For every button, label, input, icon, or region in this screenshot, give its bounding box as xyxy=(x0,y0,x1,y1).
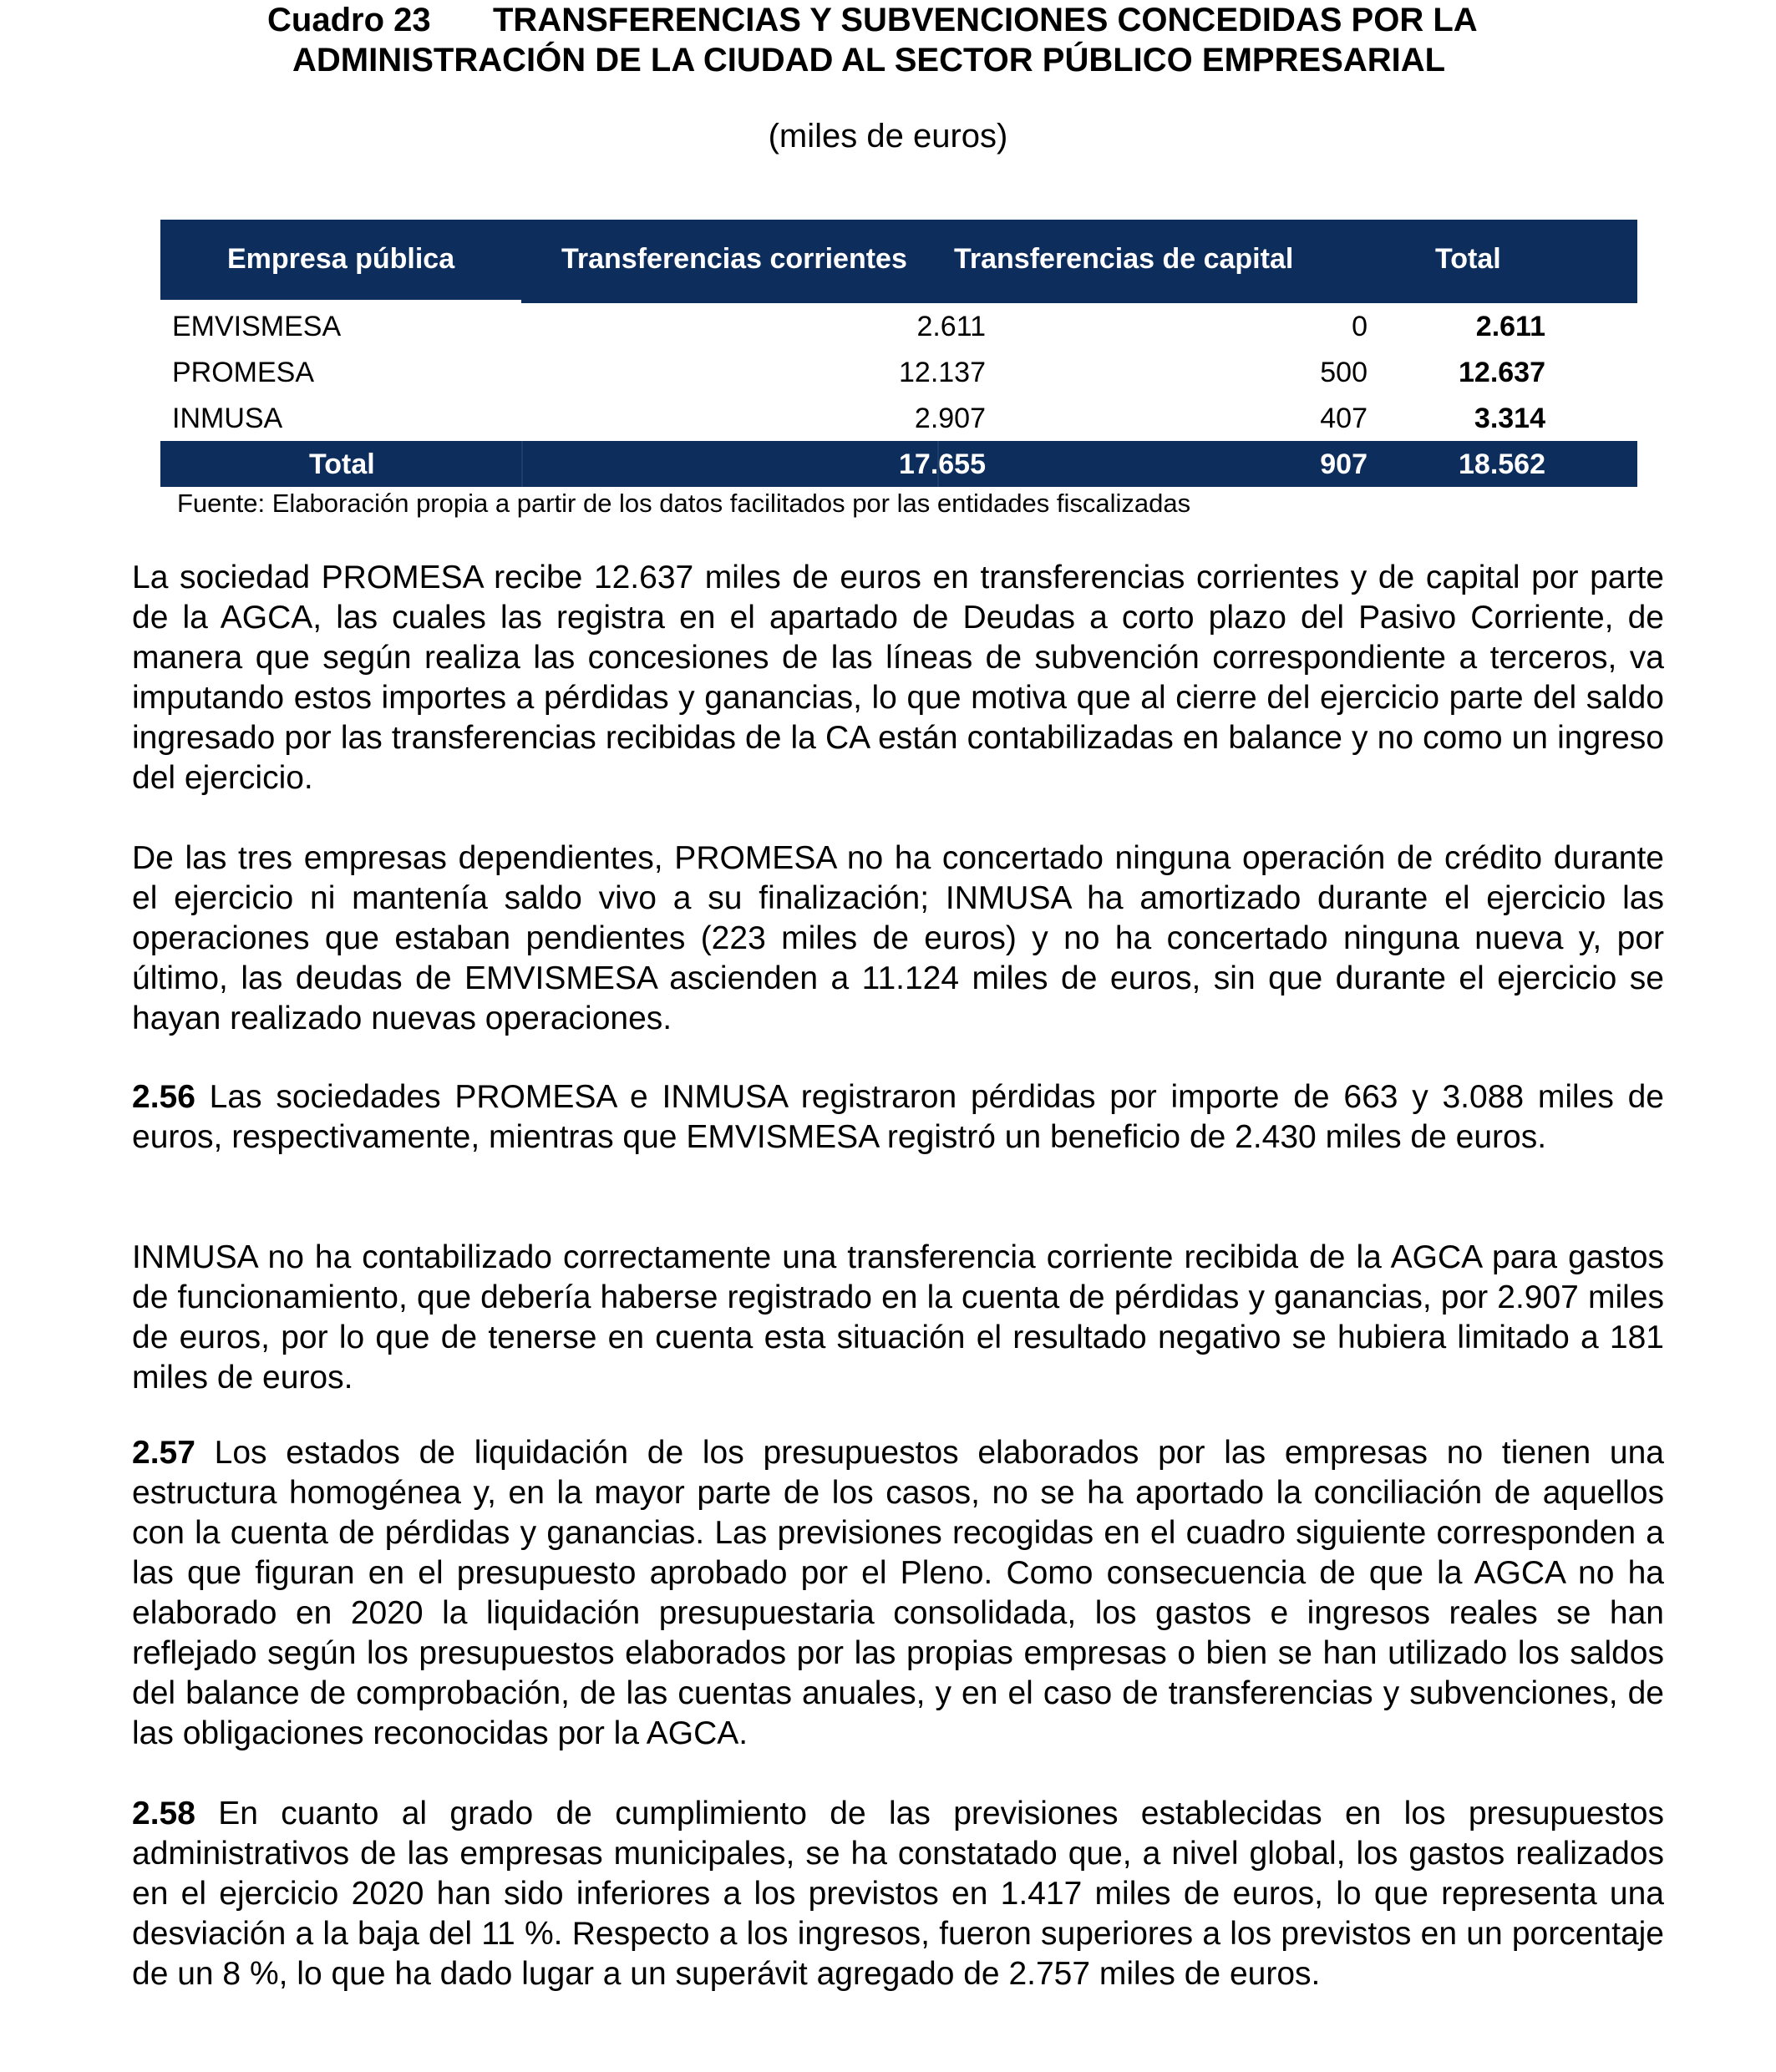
cell-corrientes: 12.137 xyxy=(899,357,986,388)
total-label: Total xyxy=(309,448,375,480)
table-title xyxy=(267,0,1604,80)
cell-capital: 0 xyxy=(1352,311,1368,342)
cell-total: 12.637 xyxy=(1459,357,1545,388)
paragraph-deudas: De las tres empresas dependientes, PROMESA no ha concertado ninguna operación de crédito durante el ejercicio ni mantenía saldo vivo a su finalización; INMUSA ha amortizado durante el ejercicio las operaciones que estaban pendientes (223 miles de euros) y no ha concertado ninguna nueva y, por último, las deudas de EMVISMESA ascienden a 11.124 miles de euros, sin que durante el ejercicio se hayan realizado nuevas operaciones. xyxy=(132,840,1664,1036)
header-total: Total xyxy=(1435,243,1501,275)
title-line-1 xyxy=(267,0,1604,40)
cell-capital: 500 xyxy=(1320,357,1368,388)
table-total-row xyxy=(160,441,1637,487)
title-line-2: ADMINISTRACIÓN DE LA CIUDAD AL SECTOR PÚBLICO EMPRESARIAL xyxy=(292,42,1446,79)
header-empresa: Empresa pública xyxy=(227,243,455,275)
cell-corrientes: 2.611 xyxy=(916,311,986,342)
paragraph-text: Las sociedades PROMESA e INMUSA registraron pérdidas por importe de 663 y 3.088 miles de euros, respectivamente, mientras que EMVISMESA registró un beneficio de 2.430 miles de euros. xyxy=(132,1079,1664,1155)
total-corrientes: 17.655 xyxy=(899,448,986,480)
cuadro-number: Cuadro 23 xyxy=(267,2,431,38)
paragraph-2-57 xyxy=(132,1433,1664,1754)
total-capital: 907 xyxy=(1320,448,1368,480)
cell-corrientes: 2.907 xyxy=(914,403,986,434)
transfers-table xyxy=(160,220,1637,487)
table-row xyxy=(160,349,1637,395)
paragraph-text: En cuanto al grado de cumplimiento de las previsiones establecidas en los presupuestos administrativos de las empresas municipales, se ha constatado que, a nivel global, los gastos realizados en el ejercicio 2020 han sido inferiores a los previstos en 1.417 miles de euros, lo que representa una desviación a la baja del 11 %. Respecto a los ingresos, fueron superiores a los previstos en un porcentaje de un 8 %, lo que ha dado lugar a un superávit agregado de 2.757 miles de euros. xyxy=(132,1796,1664,1992)
paragraph-inmusa: INMUSA no ha contabilizado correctamente una transferencia corriente recibida de la AGCA para gastos de funcionamiento, que debería haberse registrado en la cuenta de pérdidas y ganancias, por 2.907 miles de euros, por lo que de tenerse en cuenta esta situación el resultado negativo se hubiera limitado a 181 miles de euros. xyxy=(132,1239,1664,1396)
cell-total: 2.611 xyxy=(1475,311,1545,342)
paragraph-number: 2.57 xyxy=(132,1435,195,1471)
table-body xyxy=(160,300,1637,441)
cell-total: 3.314 xyxy=(1474,403,1545,434)
column-separator xyxy=(521,441,523,487)
total-total: 18.562 xyxy=(1459,448,1545,480)
paragraph-number: 2.56 xyxy=(132,1079,195,1115)
header-corrientes: Transferencias corrientes xyxy=(561,243,907,275)
cell-empresa: EMVISMESA xyxy=(172,311,342,342)
title-text-1: TRANSFERENCIAS Y SUBVENCIONES CONCEDIDAS POR LA xyxy=(493,2,1478,38)
table-source-note: Fuente: Elaboración propia a partir de los datos facilitados por las entidades fiscalizadas xyxy=(177,489,1191,518)
paragraph-text: Los estados de liquidación de los presupuestos elaborados por las empresas no tienen una estructura homogénea y, en la mayor parte de los casos, no se ha aportado la conciliación de aquellos con la cuenta de pérdidas y ganancias. Las previsiones recogidas en el cuadro siguiente corresponden a las que figuran en el presupuesto aprobado por el Pleno. Como consecuencia de que la AGCA no ha elaborado en 2020 la liquidación presupuestaria consolidada, los gastos e ingresos reales se han reflejado según los presupuestos elaborados por las propias empresas o bien se han utilizado los saldos del balance de comprobación, de las cuentas anuales, y en el caso de transferencias y subvenciones, de las obligaciones reconocidas por la AGCA. xyxy=(132,1435,1664,1751)
units-label: (miles de euros) xyxy=(768,118,1008,155)
paragraph-promesa: La sociedad PROMESA recibe 12.637 miles de euros en transferencias corrientes y de capital por parte de la AGCA, las cuales las registra en el apartado de Deudas a corto plazo del Pasivo Corriente, de manera que según realiza las concesiones de las líneas de subvención correspondiente a terceros, va imputando estos importes a pérdidas y ganancias, lo que motiva que al cierre del ejercicio parte del saldo ingresado por las transferencias recibidas de la CA están contabilizadas en balance y no como un ingreso del ejercicio. xyxy=(132,560,1664,796)
paragraph-2-58 xyxy=(132,1794,1664,1994)
cell-empresa: PROMESA xyxy=(172,357,315,388)
table-header xyxy=(160,220,1637,300)
table-row xyxy=(160,395,1637,441)
header-capital: Transferencias de capital xyxy=(954,243,1294,275)
cell-empresa: INMUSA xyxy=(172,403,283,434)
cell-capital: 407 xyxy=(1320,403,1368,434)
paragraph-2-56 xyxy=(132,1077,1664,1158)
table-row xyxy=(160,303,1637,349)
paragraph-number: 2.58 xyxy=(132,1796,195,1831)
